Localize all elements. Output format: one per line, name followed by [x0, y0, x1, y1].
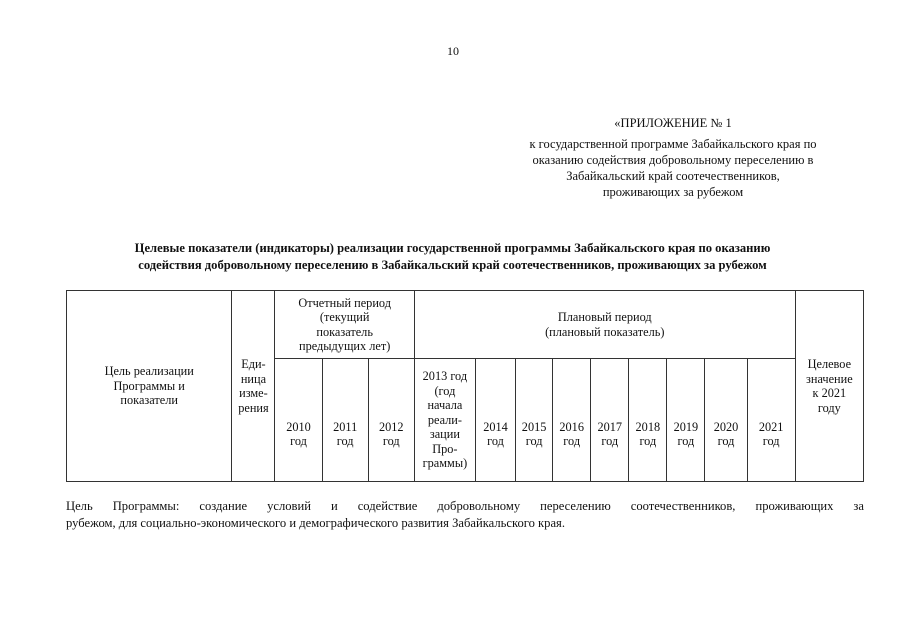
year-cell-2015	[516, 359, 553, 482]
year-suffix: год	[525, 434, 543, 448]
goal-header-line: Цель реализации	[104, 364, 194, 379]
year-2013-line: граммы)	[422, 456, 468, 471]
goal-header-line: Программы и	[113, 378, 185, 393]
appendix-title: «ПРИЛОЖЕНИЕ № 1	[614, 116, 732, 130]
target-header-line: значение	[806, 371, 853, 386]
year-suffix: год	[677, 434, 695, 448]
year-value: 2017	[597, 419, 623, 434]
year-cell-2010	[275, 359, 322, 482]
year-suffix: год	[290, 434, 307, 448]
year-value: 2019	[673, 419, 699, 434]
year-cell-2019	[667, 359, 705, 482]
year-cell-2014	[475, 359, 515, 482]
year-value: 2015	[521, 419, 547, 434]
reporting-header-line: показатель	[316, 324, 373, 339]
year-value: 2012	[378, 419, 404, 434]
unit-header-cell	[232, 291, 275, 482]
appendix-line: проживающих за рубежом	[602, 185, 744, 199]
goal-header-cell	[67, 291, 232, 482]
year-2013-line: начала	[427, 398, 463, 413]
unit-header-line: рения	[238, 400, 269, 415]
year-2013-line: (год	[434, 383, 456, 398]
heading-line: содействия добровольному переселению в Забайкальский край соотечественников, проживающих за рубежом	[138, 258, 767, 272]
unit-header-line: ница	[240, 371, 267, 386]
year-suffix: год	[563, 434, 581, 448]
planned-header-line: Плановый период	[557, 310, 652, 324]
target-header-line: Целевое	[807, 357, 852, 371]
year-cell-2021	[747, 359, 795, 482]
year-suffix: год	[639, 434, 657, 448]
planned-header-line: (плановый показатель)	[545, 324, 665, 339]
year-cell-2017	[591, 359, 629, 482]
program-goal-line: Цель Программы: создание условий и содействие добровольному переселению соотечественников, проживающих за	[66, 499, 864, 513]
document-heading	[40, 240, 865, 274]
target-header-line: к 2021	[812, 386, 847, 400]
year-suffix: год	[336, 434, 354, 448]
year-suffix: год	[717, 434, 735, 448]
year-value: 2021	[758, 419, 784, 434]
year-value: 2020	[713, 419, 739, 434]
appendix-line: оказанию содействия добровольному переселению в	[532, 153, 814, 167]
year-cell-2012	[368, 359, 414, 482]
year-value: 2016	[559, 419, 584, 434]
year-value: 2018	[635, 419, 661, 434]
target-header-line: году	[817, 400, 841, 415]
year-cell-2016	[553, 359, 591, 482]
year-suffix: год	[762, 434, 780, 448]
year-cell-2011	[322, 359, 368, 482]
year-suffix: год	[382, 434, 400, 448]
year-value: 2014	[483, 419, 508, 434]
year-value: 2011	[333, 419, 358, 434]
indicators-table	[66, 290, 864, 482]
year-cell-2013	[414, 359, 475, 482]
appendix-block	[488, 115, 858, 200]
year-2013-line: зации	[429, 427, 460, 442]
program-goal-line: рубежом, для социально-экономического и демографического развития Забайкальского края.	[66, 516, 565, 530]
appendix-line: Забайкальский край соотечественников,	[566, 169, 780, 183]
unit-header-line: изме-	[239, 386, 268, 400]
year-2013-line: 2013 год	[422, 369, 468, 384]
heading-line: Целевые показатели (индикаторы) реализации государственной программы Забайкальского края по оказанию	[134, 241, 771, 255]
reporting-header-line: (текущий	[319, 310, 370, 324]
year-suffix: год	[601, 434, 619, 448]
program-goal-paragraph	[66, 498, 864, 532]
page-number: 10	[447, 44, 459, 58]
year-cell-2020	[705, 359, 747, 482]
unit-header-line: Еди-	[241, 357, 266, 371]
year-suffix: год	[487, 434, 504, 448]
year-2013-line: Про-	[432, 441, 458, 456]
year-2013-line: реали-	[427, 412, 462, 427]
reporting-header-line: предыдущих лет)	[299, 339, 391, 353]
target-value-header-cell	[795, 291, 863, 482]
year-cell-2018	[629, 359, 667, 482]
appendix-line: к государственной программе Забайкальского края по	[529, 137, 817, 151]
reporting-header-line: Отчетный период	[298, 295, 391, 310]
goal-header-line: показатели	[120, 393, 178, 408]
planned-period-header-cell	[414, 291, 795, 359]
reporting-period-header-cell	[275, 291, 414, 359]
year-value: 2010	[286, 419, 311, 434]
